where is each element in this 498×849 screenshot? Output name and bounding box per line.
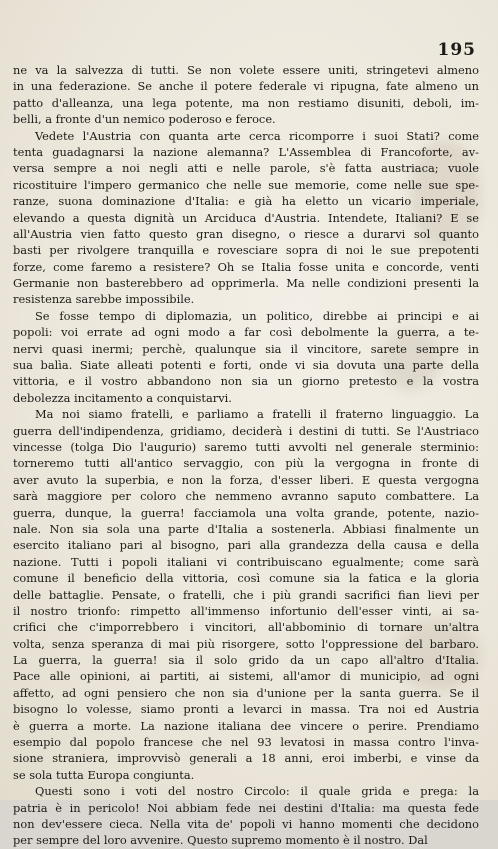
text-line: elevando a questa dignità un Arciduca d'Austria. Intendete, Italiani? E se — [13, 210, 479, 225]
text-line: crifici che c'imporrebbero i vincitori, all'abbominio di tornare un'altra — [13, 620, 479, 635]
text-line: tenta guadagnarsi la nazione alemanna? L'Assemblea di Francoforte, av- — [13, 144, 479, 159]
text-line: nervi quasi inermi; perchè, qualunque sia il vincitore, sarete sempre in — [13, 341, 479, 356]
text-line: resistenza sarebbe impossibile. — [13, 292, 195, 307]
text-line: vittoria, e il vostro abbandono non sia un giorno pretesto e la vostra — [13, 374, 479, 389]
paragraph — [13, 406, 479, 783]
text-line: non dev'essere cieca. Nella vita de' popoli vi hanno momenti che decidono — [13, 816, 479, 831]
text-line: patria è in pericolo! Noi abbiam fede nei destini d'Italia: ma questa fede — [13, 800, 479, 815]
text-line: sua balìa. Siate alleati potenti e forti, onde vi sia dovuta una parte della — [13, 358, 479, 373]
text-line: popoli: voi errate ad ogni modo a far così debolmente la guerra, a te- — [13, 325, 479, 340]
text-line: all'Austria vien fatto questo gran disegno, o riesce a durarvi sol quanto — [13, 226, 479, 241]
text-line: sarà maggiore per coloro che nemmeno avranno saputo combattere. La — [13, 489, 479, 504]
text-line: ne va la salvezza di tutti. Se non volete essere uniti, stringetevi almeno — [13, 63, 479, 77]
text-line: nale. Non sia sola una parte d'Italia a sostenerla. Abbiasi finalmente un — [13, 521, 479, 536]
text-line: guerra, dunque, la guerra! facciamola una volta grande, potente, nazio- — [13, 505, 479, 520]
text-line: belli, a fronte d'un nemico poderoso e feroce. — [13, 112, 276, 127]
text-line: Questi sono i voti del nostro Circolo: il quale grida e prega: la — [35, 784, 479, 799]
text-line: delle battaglie. Pensate, o fratelli, che i più grandi sacrifici fian lievi per — [13, 587, 479, 602]
text-line: il nostro trionfo: rimpetto all'immenso infortunio dell'esser vinti, ai sa- — [13, 603, 479, 618]
paragraph — [13, 783, 479, 849]
text-line: vincesse (tolga Dio l'augurio) saremo tutti avvolti nel generale sterminio: — [13, 439, 479, 454]
text-line: ricostituire l'impero germanico che nelle sue memorie, come nelle sue spe- — [13, 177, 479, 192]
text-line: per sempre del loro avvenire. Questo supremo momento è il nostro. Dal — [13, 833, 428, 848]
text-line: in una federazione. Se anche il potere federale vi ripugna, fate almeno un — [13, 79, 479, 94]
text-line: basti per rivolgere tranquilla e rovesciare sopra di noi le sue prepotenti — [13, 243, 479, 258]
text-line: esercito italiano pari al bisogno, pari alla grandezza della causa e della — [13, 538, 479, 553]
text-line: guerra dell'indipendenza, gridiamo, deciderà i destini di tutti. Se l'Austriaco — [13, 423, 479, 438]
text-line: affetto, ad ogni pensiero che non sia d'unione per la santa guerra. Se il — [13, 685, 479, 700]
text-line: Se fosse tempo di diplomazia, un politico, direbbe ai principi e ai — [35, 308, 479, 323]
text-line: La guerra, la guerra! sia il solo grido da un capo all'altro d'Italia. — [13, 653, 479, 668]
text-line: forze, come faremo a resistere? Oh se Italia fosse unita e concorde, venti — [13, 259, 479, 274]
text-line: torneremo tutti all'antico servaggio, con più la vergogna in fronte di — [13, 456, 479, 471]
text-line: Ma noi siamo fratelli, e parliamo a fratelli il fraterno linguaggio. La — [35, 407, 479, 422]
body-text — [13, 62, 479, 849]
text-line: bisogno lo volesse, siamo pronti a levarci in massa. Tra noi ed Austria — [13, 702, 479, 717]
text-line: aver avuto la superbia, e non la forza, d'esser liberi. E questa vergogna — [13, 472, 479, 487]
text-line: Germanie non basterebbero ad opprimerla. Ma nelle condizioni presenti la — [13, 276, 479, 291]
paragraph — [13, 128, 479, 308]
paragraph — [13, 62, 479, 128]
text-line: esempio dal popolo francese che nel 93 levatosi in massa contro l'inva- — [13, 735, 479, 750]
text-line: volta, senza speranza di mai più risorgere, sotto l'oppressione del barbaro. — [13, 636, 479, 651]
text-line: se sola tutta Europa congiunta. — [13, 767, 195, 782]
text-line: patto d'alleanza, una lega potente, ma non restiamo disuniti, deboli, im- — [13, 95, 479, 110]
text-line: debolezza incitamento a conquistarvi. — [13, 390, 232, 405]
page-number: 195 — [437, 40, 476, 60]
text-line: Pace alle opinioni, ai partiti, ai sistemi, all'amor di municipio, ad ogni — [13, 669, 479, 684]
text-line: sione straniera, improvvisò generali a 18 anni, eroi imberbi, e vinse da — [13, 751, 479, 766]
text-line: versa sempre a noi negli atti e nelle parole, s'è fatta austriaca; vuole — [13, 161, 479, 176]
paragraph — [13, 308, 479, 406]
text-line: nazione. Tutti i popoli italiani vi contribuiscano egualmente; come sarà — [13, 554, 479, 569]
text-line: ranze, suona dominazione d'Italia: e già ha eletto un vicario imperiale, — [13, 194, 479, 209]
text-line: è guerra a morte. La nazione italiana dee vincere o perire. Prendiamo — [13, 718, 479, 733]
text-line: Vedete l'Austria con quanta arte cerca ricomporre i suoi Stati? come — [35, 128, 479, 143]
text-line: comune il beneficio della vittoria, così comune sia la fatica e la gloria — [13, 571, 479, 586]
